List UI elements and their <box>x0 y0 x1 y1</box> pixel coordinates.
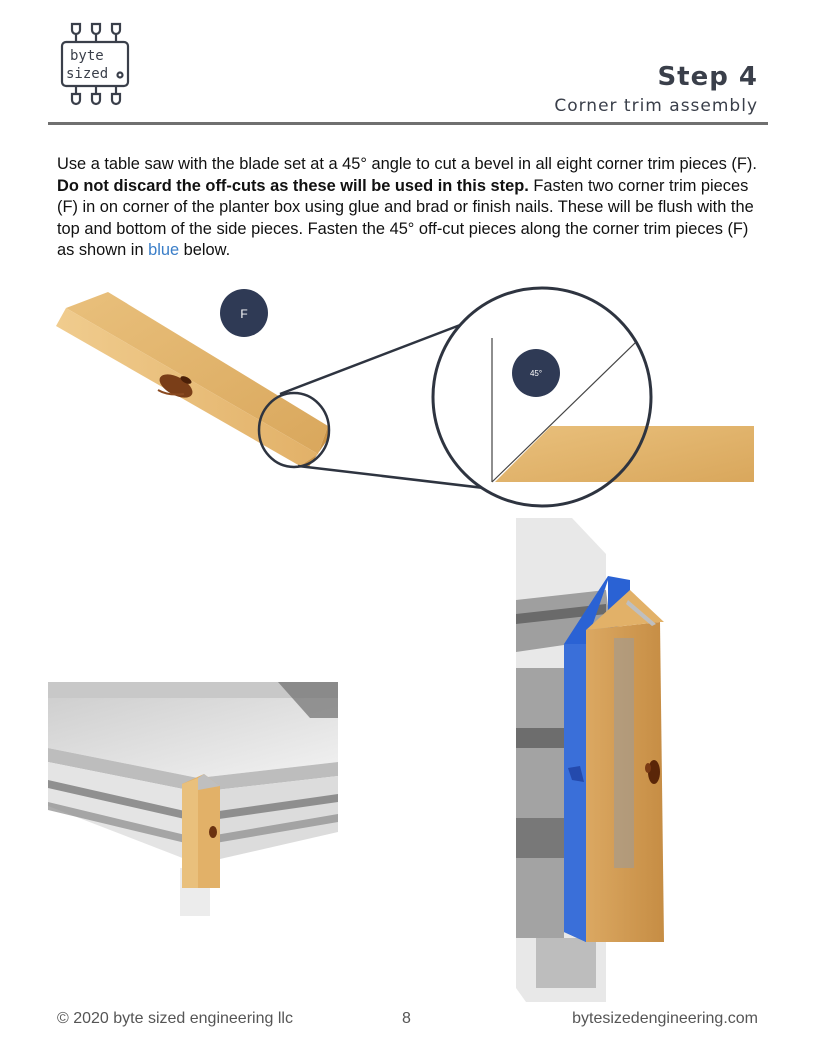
byte-sized-logo <box>56 20 136 110</box>
step-title: Step 4 <box>657 62 758 92</box>
box-corner-figure <box>48 682 338 922</box>
bevel-detail-figure <box>48 286 760 508</box>
instructions-warning: Do not discard the off-cuts as these will be used in this step. <box>57 176 529 195</box>
step-subtitle: Corner trim assembly <box>554 96 758 116</box>
footer-page-number: 8 <box>402 1010 411 1027</box>
part-label-f: F <box>240 307 248 321</box>
instructions-text-1: Use a table saw with the blade set at a 45° angle to cut a bevel in all eight corner trim pieces (F). <box>57 155 757 173</box>
footer-copyright: © 2020 byte sized engineering llc <box>57 1010 293 1027</box>
instructions-blue-word: blue <box>148 241 180 260</box>
logo-text-sized: sized <box>66 66 109 82</box>
footer-website: bytesizedengineering.com <box>572 1010 758 1027</box>
angle-label: 45° <box>529 369 543 378</box>
instructions-text-2: Fasten two corner trim pieces (F) in on corner of the planter box using glue and brad or finish nails. These will be flush with the top and bottom of the side pieces. Fasten the 45° off-cut pieces along the corner trim pieces (F) as shown in <box>57 176 754 260</box>
logo-text-byte: byte <box>70 48 104 64</box>
header-divider <box>48 122 768 125</box>
offcut-closeup-figure <box>516 518 674 1002</box>
instructions-text-3: below. <box>179 241 231 260</box>
trim-board-f <box>56 292 330 468</box>
instructions-paragraph <box>57 154 757 262</box>
